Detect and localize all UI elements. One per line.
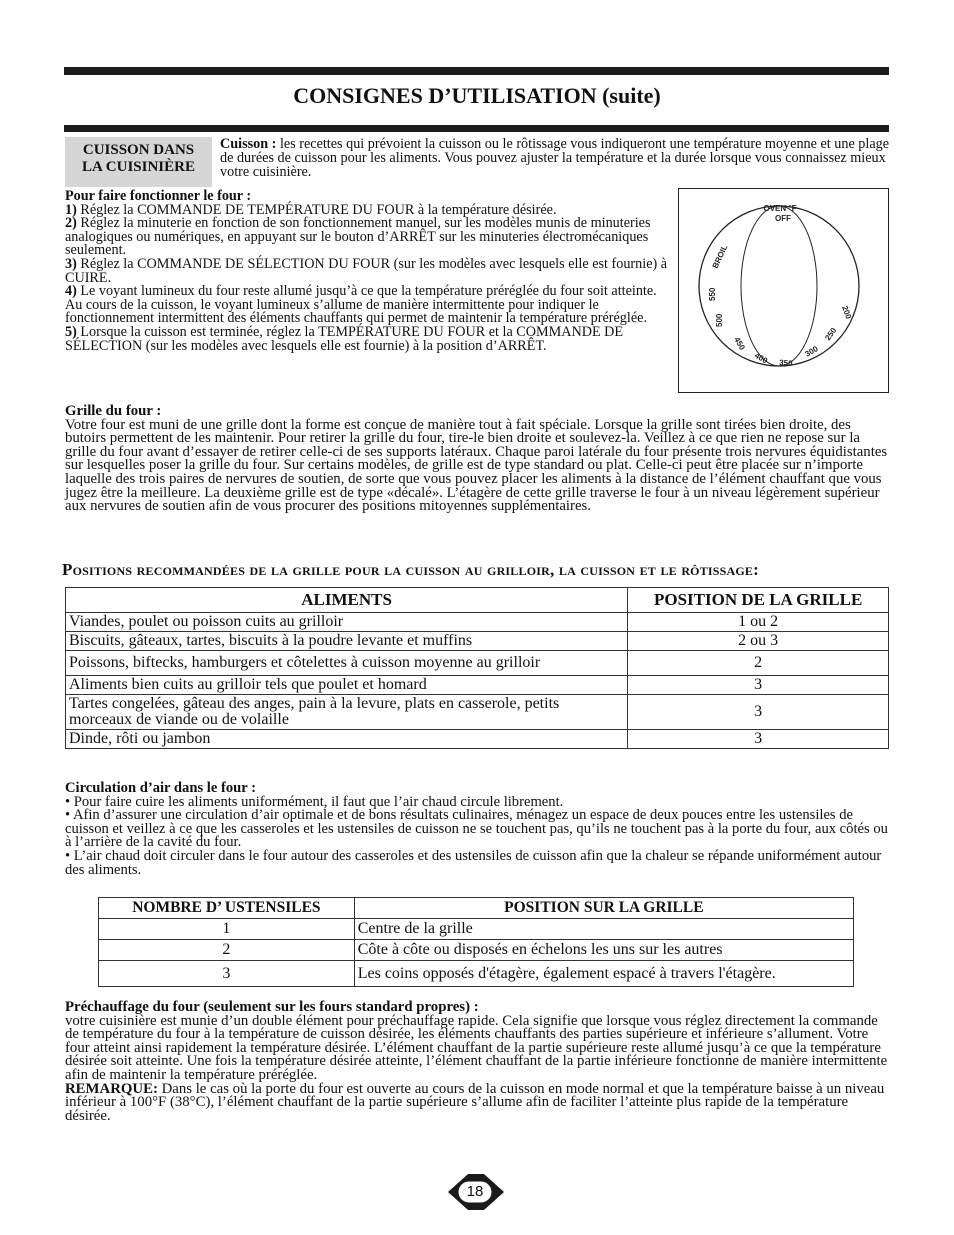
dial-oven-label: OVEN °F bbox=[763, 204, 797, 213]
remark-paragraph bbox=[65, 1080, 890, 1124]
list-item: • Afin d’assurer une circulation d’air optimale et de bons résultats culinaires, ménagez un espace de deux pouces entre les ustensiles de cuisson et veillez à ce que les casseroles et les ustensiles de cuisson ne se touchent pas, qu’ils ne touchent pas à la porte du four, aux côtés ou à l’arrière de la cavité du four. bbox=[65, 807, 888, 851]
col-food: ALIMENTS bbox=[66, 588, 628, 613]
circulation-heading: Circulation d’air dans le four : bbox=[65, 780, 256, 796]
circulation-section bbox=[65, 782, 890, 877]
dial-label-500: 500 bbox=[715, 313, 724, 327]
table-row: Aliments bien cuits au grilloir tels que poulet et homard 3 bbox=[66, 676, 889, 695]
table-header-row bbox=[99, 898, 854, 919]
table-row: Poissons, biftecks, hamburgers et côtelettes à cuisson moyenne au grilloir 2 bbox=[66, 651, 889, 676]
col-utensils: NOMBRE D’ USTENSILES bbox=[99, 898, 355, 919]
remark-label: REMARQUE: bbox=[65, 1080, 158, 1097]
remark-text: Dans le cas où la porte du four est ouverte au cours de la cuisson en mode normal et que la température baisse à un niveau inférieur à 100°F (38°C), l’élément chauffant de la partie supérieure s’allume afin de faciliter l’atteinte plus rapide de la température désirée. bbox=[65, 1080, 885, 1124]
page-title: CONSIGNES D’UTILISATION (suite) bbox=[293, 83, 661, 108]
step-item: 2) Réglez la minuterie en fonction de son fonctionnement manuel, sur les modèles munis de minuteries analogiques ou numériques, en appuyant sur le bouton d’ARRÊT sur les minuteries électromécaniques seulement. bbox=[65, 215, 651, 259]
table-row: 1 Centre de la grille bbox=[99, 919, 854, 940]
dial-broil-label: BROIL bbox=[710, 243, 730, 270]
dial-label-400: 400 bbox=[753, 350, 770, 366]
dial-label-550: 550 bbox=[708, 287, 717, 301]
table-row: 3 Les coins opposés d'étagère, également espacé à travers l'étagère. bbox=[99, 961, 854, 987]
oven-dial-figure bbox=[678, 188, 889, 393]
step-item: 4) Le voyant lumineux du four reste allumé jusqu’à ce que la température préréglée du four soit atteinte. Au cours de la cuisson, le voyant lumineux s’allume de manière intermittente pour indiquer le fonctionnement intermittent des éléments chauffants qui permet de maintenir la température préréglée. bbox=[65, 283, 657, 327]
table-row: Dinde, rôti ou jambon 3 bbox=[66, 730, 889, 749]
section-label bbox=[65, 137, 212, 187]
table-row: Biscuits, gâteaux, tartes, biscuits à la poudre levante et muffins 2 ou 3 bbox=[66, 632, 889, 651]
step-item: 3) Réglez la COMMANDE DE SÉLECTION DU FOUR (sur les modèles avec lesquels elle est fournie) à CUIRE. bbox=[65, 255, 668, 286]
table-row: 2 Côte à côte ou disposés en échelons les uns sur les autres bbox=[99, 940, 854, 961]
positions-table bbox=[65, 587, 889, 749]
section-rule bbox=[64, 125, 889, 132]
table-row: Tartes congelées, gâteau des anges, pain à la levure, plats en casserole, petits morceaux de viande ou de volaille 3 bbox=[66, 695, 889, 730]
list-item: • L’air chaud doit circuler dans le four autour des casseroles et des ustensiles de cuisson afin que la chaleur se répande uniformément autour des aliments. bbox=[65, 847, 882, 878]
page-number: 18 bbox=[466, 1183, 484, 1200]
oven-dial-icon bbox=[679, 189, 888, 392]
positions-heading: Positions recommandées de la grille pour la cuisson au grilloir, la cuisson et le rôtissage: bbox=[62, 560, 759, 579]
intro-paragraph bbox=[220, 137, 890, 179]
utensils-table bbox=[98, 897, 854, 987]
table-header-row bbox=[66, 588, 889, 613]
oven-steps bbox=[65, 190, 675, 353]
section-label-line2: LA CUISINIÈRE bbox=[82, 159, 195, 175]
dial-label-350: 350 bbox=[778, 358, 793, 369]
dial-label-450: 450 bbox=[732, 335, 747, 352]
page-number-badge bbox=[440, 1172, 510, 1212]
list-item: • Pour faire cuire les aliments uniformément, il faut que l’air chaud circule librement. bbox=[65, 793, 564, 810]
dial-label-300: 300 bbox=[803, 344, 820, 359]
preheat-text: votre cuisinière est munie d’un double élément pour préchauffage rapide. Cela signifie que lorsque vous réglez directement la commande de température du four à la température de cuisson désirée, les éléments chauffants des parties supérieure et inférieure s’allument. Votre four atteint ainsi rapidement la température désirée. L’élément chauffant de la partie supérieure reste allumé jusqu’à ce que la température désirée soit atteinte. Une fois la température désirée atteinte, l’élément chauffant de la partie inférieure fonctionne de manière intermittente afin de maintenir la température préréglée. bbox=[65, 1012, 888, 1083]
step-item: 1) Réglez la COMMANDE DE TEMPÉRATURE DU FOUR à la température désirée. bbox=[65, 201, 557, 218]
col-rack-position: POSITION SUR LA GRILLE bbox=[354, 898, 853, 919]
grille-heading: Grille du four : bbox=[65, 403, 162, 419]
step-item: 5) Lorsque la cuisson est terminée, réglez la TEMPÉRATURE DU FOUR et la COMMANDE DE SÉLECTION (sur les modèles avec lesquels elle est fournie) à la position d’ARRÊT. bbox=[65, 323, 624, 354]
intro-text: les recettes qui prévoient la cuisson ou le rôtissage vous indiqueront une température moyenne et une plage de durées de cuisson pour les aliments. Vous pouvez ajuster la température et la durée lorsque vous connaissez mieux votre cuisinière. bbox=[220, 136, 890, 180]
table-row: Viandes, poulet ou poisson cuits au grilloir 1 ou 2 bbox=[66, 613, 889, 632]
top-rule bbox=[64, 67, 889, 75]
dial-label-250: 250 bbox=[823, 326, 839, 343]
preheat-section bbox=[65, 1001, 890, 1123]
preheat-heading: Préchauffage du four (seulement sur les fours standard propres) : bbox=[65, 999, 479, 1015]
dial-label-200: 200 bbox=[840, 304, 854, 321]
steps-heading: Pour faire fonctionner le four : bbox=[65, 188, 252, 204]
intro-heading: Cuisson : bbox=[220, 136, 277, 152]
grille-section bbox=[65, 405, 890, 514]
section-label-line1: CUISSON DANS bbox=[82, 142, 195, 158]
dial-off-label: OFF bbox=[775, 214, 791, 223]
col-position: POSITION DE LA GRILLE bbox=[628, 588, 889, 613]
grille-text: Votre four est muni de une grille dont la forme est conçue de manière tout à fait spéciale. Lorsque la grille sont tirées bien droite, des butoirs permettent de les maintenir. Pour retirer la grille du four, tire-le bien droite et soulevez-la. Veillez à ce que rien ne repose sur la grille du four avant d’essayer de retirer celle-ci de ses supports latéraux. Chaque paroi latérale du four présente trois nervures équidistantes sur lesquelles poser la grille du four. Sur certains modèles, de grille est de type standard ou plat. Celle-ci peut être placée sur n’importe laquelle des trois paires de nervures de soutien, de sorte que vous pouvez placer les aliments à la distance de l’élément chauffant que vous jugez être la meilleure. La deuxième grille est de type «décalé». L’étagère de cette grille traverse le four à un niveau légèrement supérieur aux nervures de soutien afin de vous procurer des positions mitoyennes supplémentaires. bbox=[65, 416, 888, 515]
